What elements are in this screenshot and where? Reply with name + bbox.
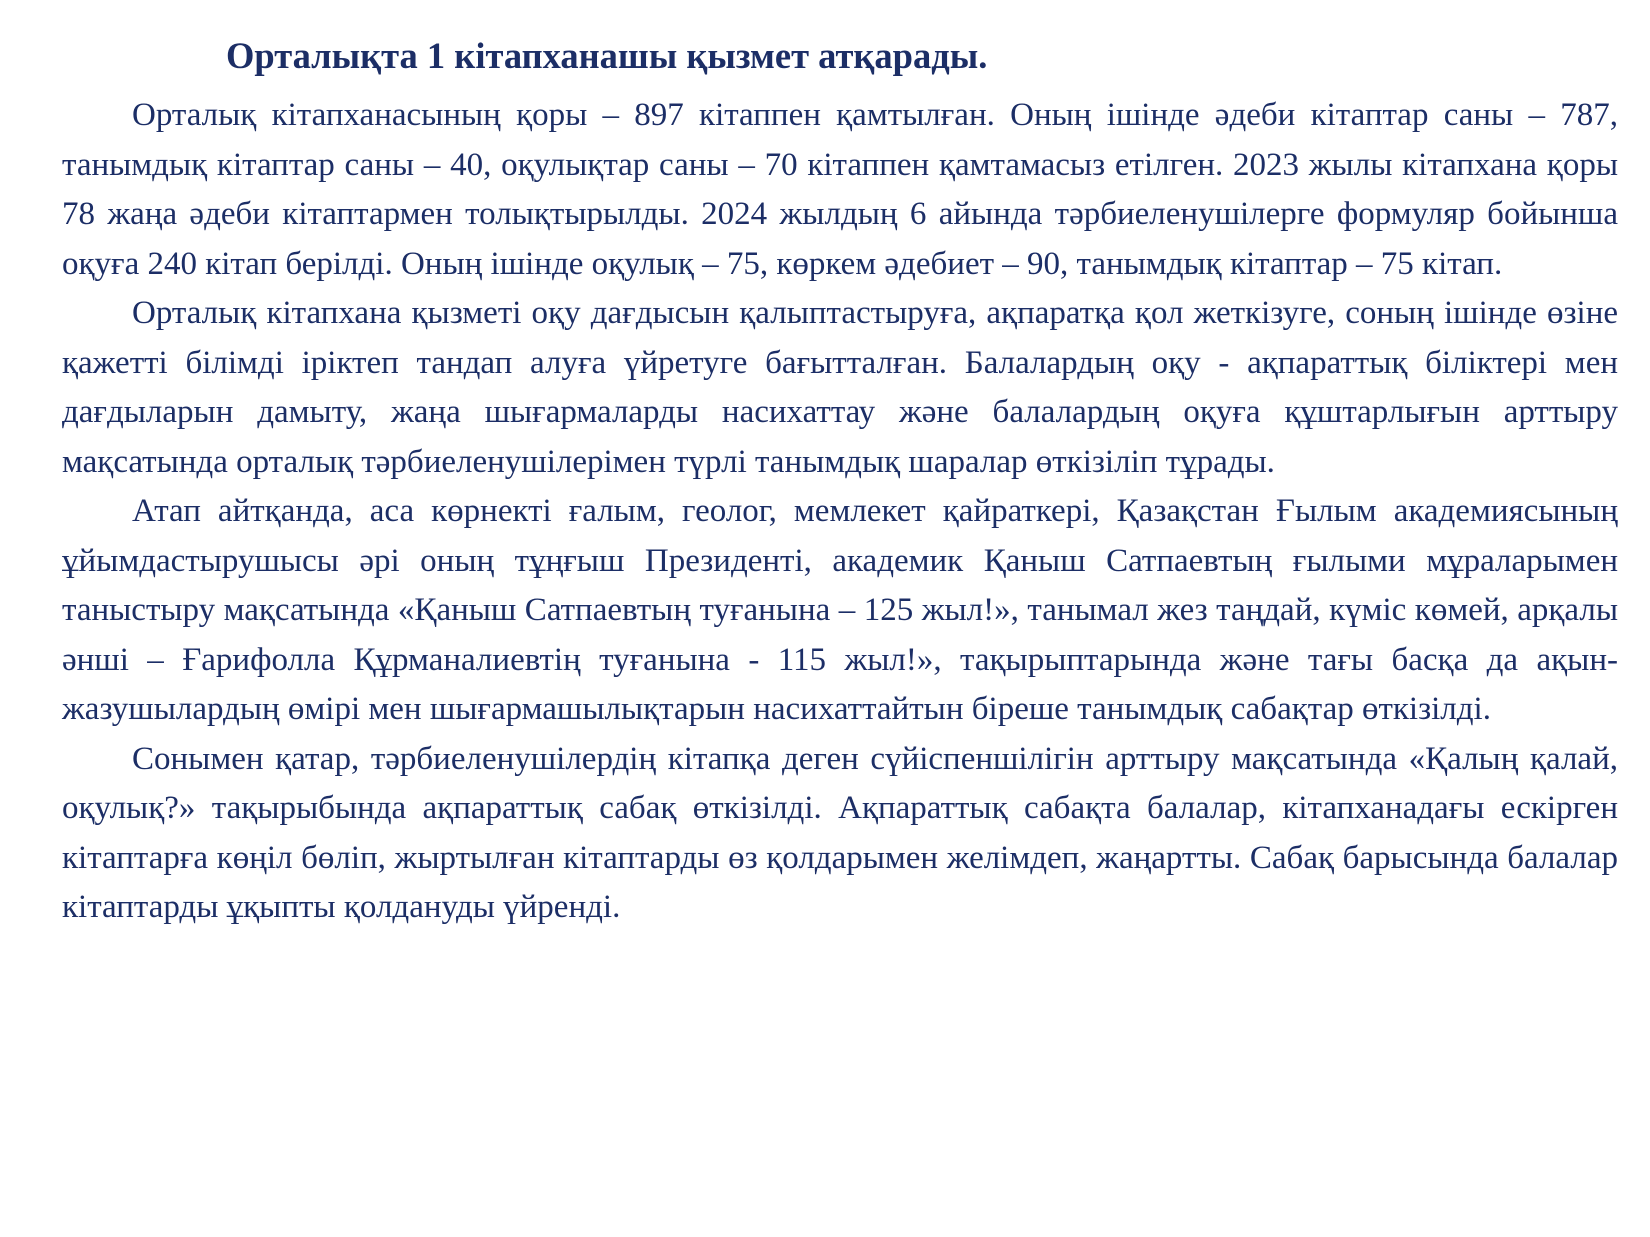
paragraph-library-fund: Орталық кітапханасының қоры – 897 кітаппен қамтылған. Оның ішінде әдеби кітаптар саны – 787, танымдық кітаптар саны – 40, оқулықтар саны – 70 кітаппен қамтамасыз етілген. 2023 жылы кітапхана қоры 78 жаңа әдеби кітаптармен толықтырылды. 2024 жылдың 6 айында тәрбиеленушілерге формуляр бойынша оқуға 240 кітап берілді. Оның ішінде оқулық – 75, көркем әдебиет – 90, танымдық кітаптар – 75 кітап. — [62, 97, 1618, 282]
paragraph-satpayev-lessons: Атап айтқанда, аса көрнекті ғалым, геолог, мемлекет қайраткері, Қазақстан Ғылым академиясының ұйымдастырушысы әрі оның тұңғыш Президенті, академик Қаныш Сатпаевтың ғылыми мұраларымен таныстыру мақсатында «Қаныш Сатпаевтың туғанына – 125 жыл!», танымал жез таңдай, күміс көмей, арқалы әнші – Ғарифолла Құрманалиевтің туғанына - 115 жыл!», тақырыптарында және тағы басқа да ақын-жазушылардың өмірі мен шығармашылықтарын насихаттайтын біреше танымдық сабақтар өткізілді. — [62, 493, 1618, 727]
paragraph-book-repair-lesson: Сонымен қатар, тәрбиеленушілердің кітапқа деген сүйіспеншілігін арттыру мақсатында «Қалың қалай, оқулық?» тақырыбында ақпараттық сабақ өткізілді. Ақпараттық сабақта балалар, кітапханадағы ескірген кітаптарға көңіл бөліп, жыртылған кітаптарды өз қолдарымен желімдеп, жаңартты. Сабақ барысында балалар кітаптарды ұқыпты қолдануды үйренді. — [62, 740, 1618, 925]
paragraph-library-service: Орталық кітапхана қызметі оқу дағдысын қалыптастыруға, ақпаратқа қол жеткізуге, соның ішінде өзіне қажетті білімді іріктеп тандап алуға үйретуге бағытталған. Балалардың оқу - ақпараттық біліктері мен дағдыларын дамыту, жаңа шығармаларды насихаттау және балалардың оқуға құштарлығын арттыру мақсатында орталық тәрбиеленушілерімен түрлі танымдық шаралар өткізіліп тұрады. — [62, 295, 1618, 480]
document-body — [62, 91, 1618, 933]
document-title: Орталықта 1 кітапханашы қызмет атқарады. — [226, 35, 988, 76]
